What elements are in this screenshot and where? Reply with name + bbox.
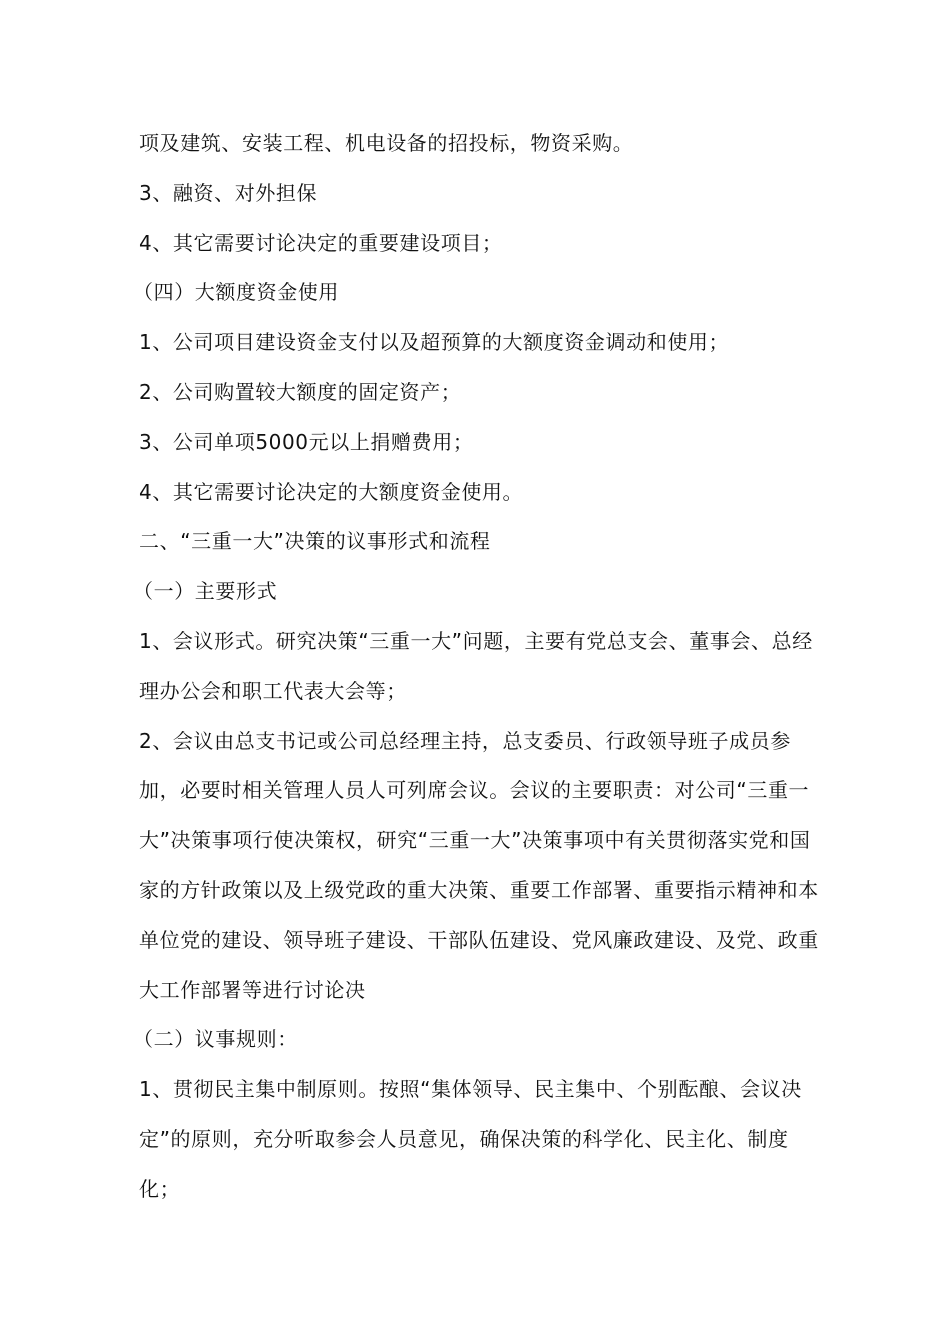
paragraph-other-large-funds: 4、其它需要讨论决定的大额度资金使用。 (139, 479, 524, 504)
section-heading-main-forms: （一）主要形式 (133, 579, 278, 604)
paragraph-procurement-continuation: 项及建筑、安装工程、机电设备的招投标，物资采购。 (139, 131, 634, 155)
paragraph-construction-fund-payment: 1、公司项目建设资金支付以及超预算的大额度资金调动和使用； (139, 330, 730, 355)
paragraph-meeting-chair-duties: 2、会议由总支书记或公司总经理主持，总支委员、行政领导班子成员参加，必要时相关管理人员人可列席会议。会议的主要职责：对公司“三重一大”决策事项行使决策权，研究“三重一大”决策事项中有关贯彻落实党和国家的方针政策以及上级党政的重大决策、重要工作部署、重要指示精神和本单位党的建设、领导班子建设、干部队伍建设、党风廉政建设、及党、政重大工作部署等进行讨论决 (139, 728, 819, 1002)
paragraph-financing-guarantee: 3、融资、对外担保 (139, 180, 318, 205)
section-heading-rules: （二）议事规则： (133, 1027, 298, 1052)
paragraph-meeting-forms: 1、会议形式。研究决策“三重一大”问题，主要有党总支会、董事会、总经理办公会和职工代表大会等； (139, 628, 813, 703)
paragraph-democratic-centralism: 1、贯彻民主集中制原则。按照“集体领导、民主集中、个别酝酿、会议决定”的原则，充分听取参会人员意见，确保决策的科学化、民主化、制度化； (139, 1077, 802, 1201)
paragraph-donation-expense: 3、公司单项5000元以上捐赠费用； (139, 429, 474, 454)
chapter-heading-decision-procedure: 二、“三重一大”决策的议事形式和流程 (139, 529, 491, 554)
section-heading-large-funds: （四）大额度资金使用 (133, 280, 339, 305)
paragraph-other-construction-projects: 4、其它需要讨论决定的重要建设项目； (139, 230, 503, 255)
document-body (133, 119, 819, 1215)
paragraph-fixed-assets: 2、公司购置较大额度的固定资产； (139, 379, 462, 404)
